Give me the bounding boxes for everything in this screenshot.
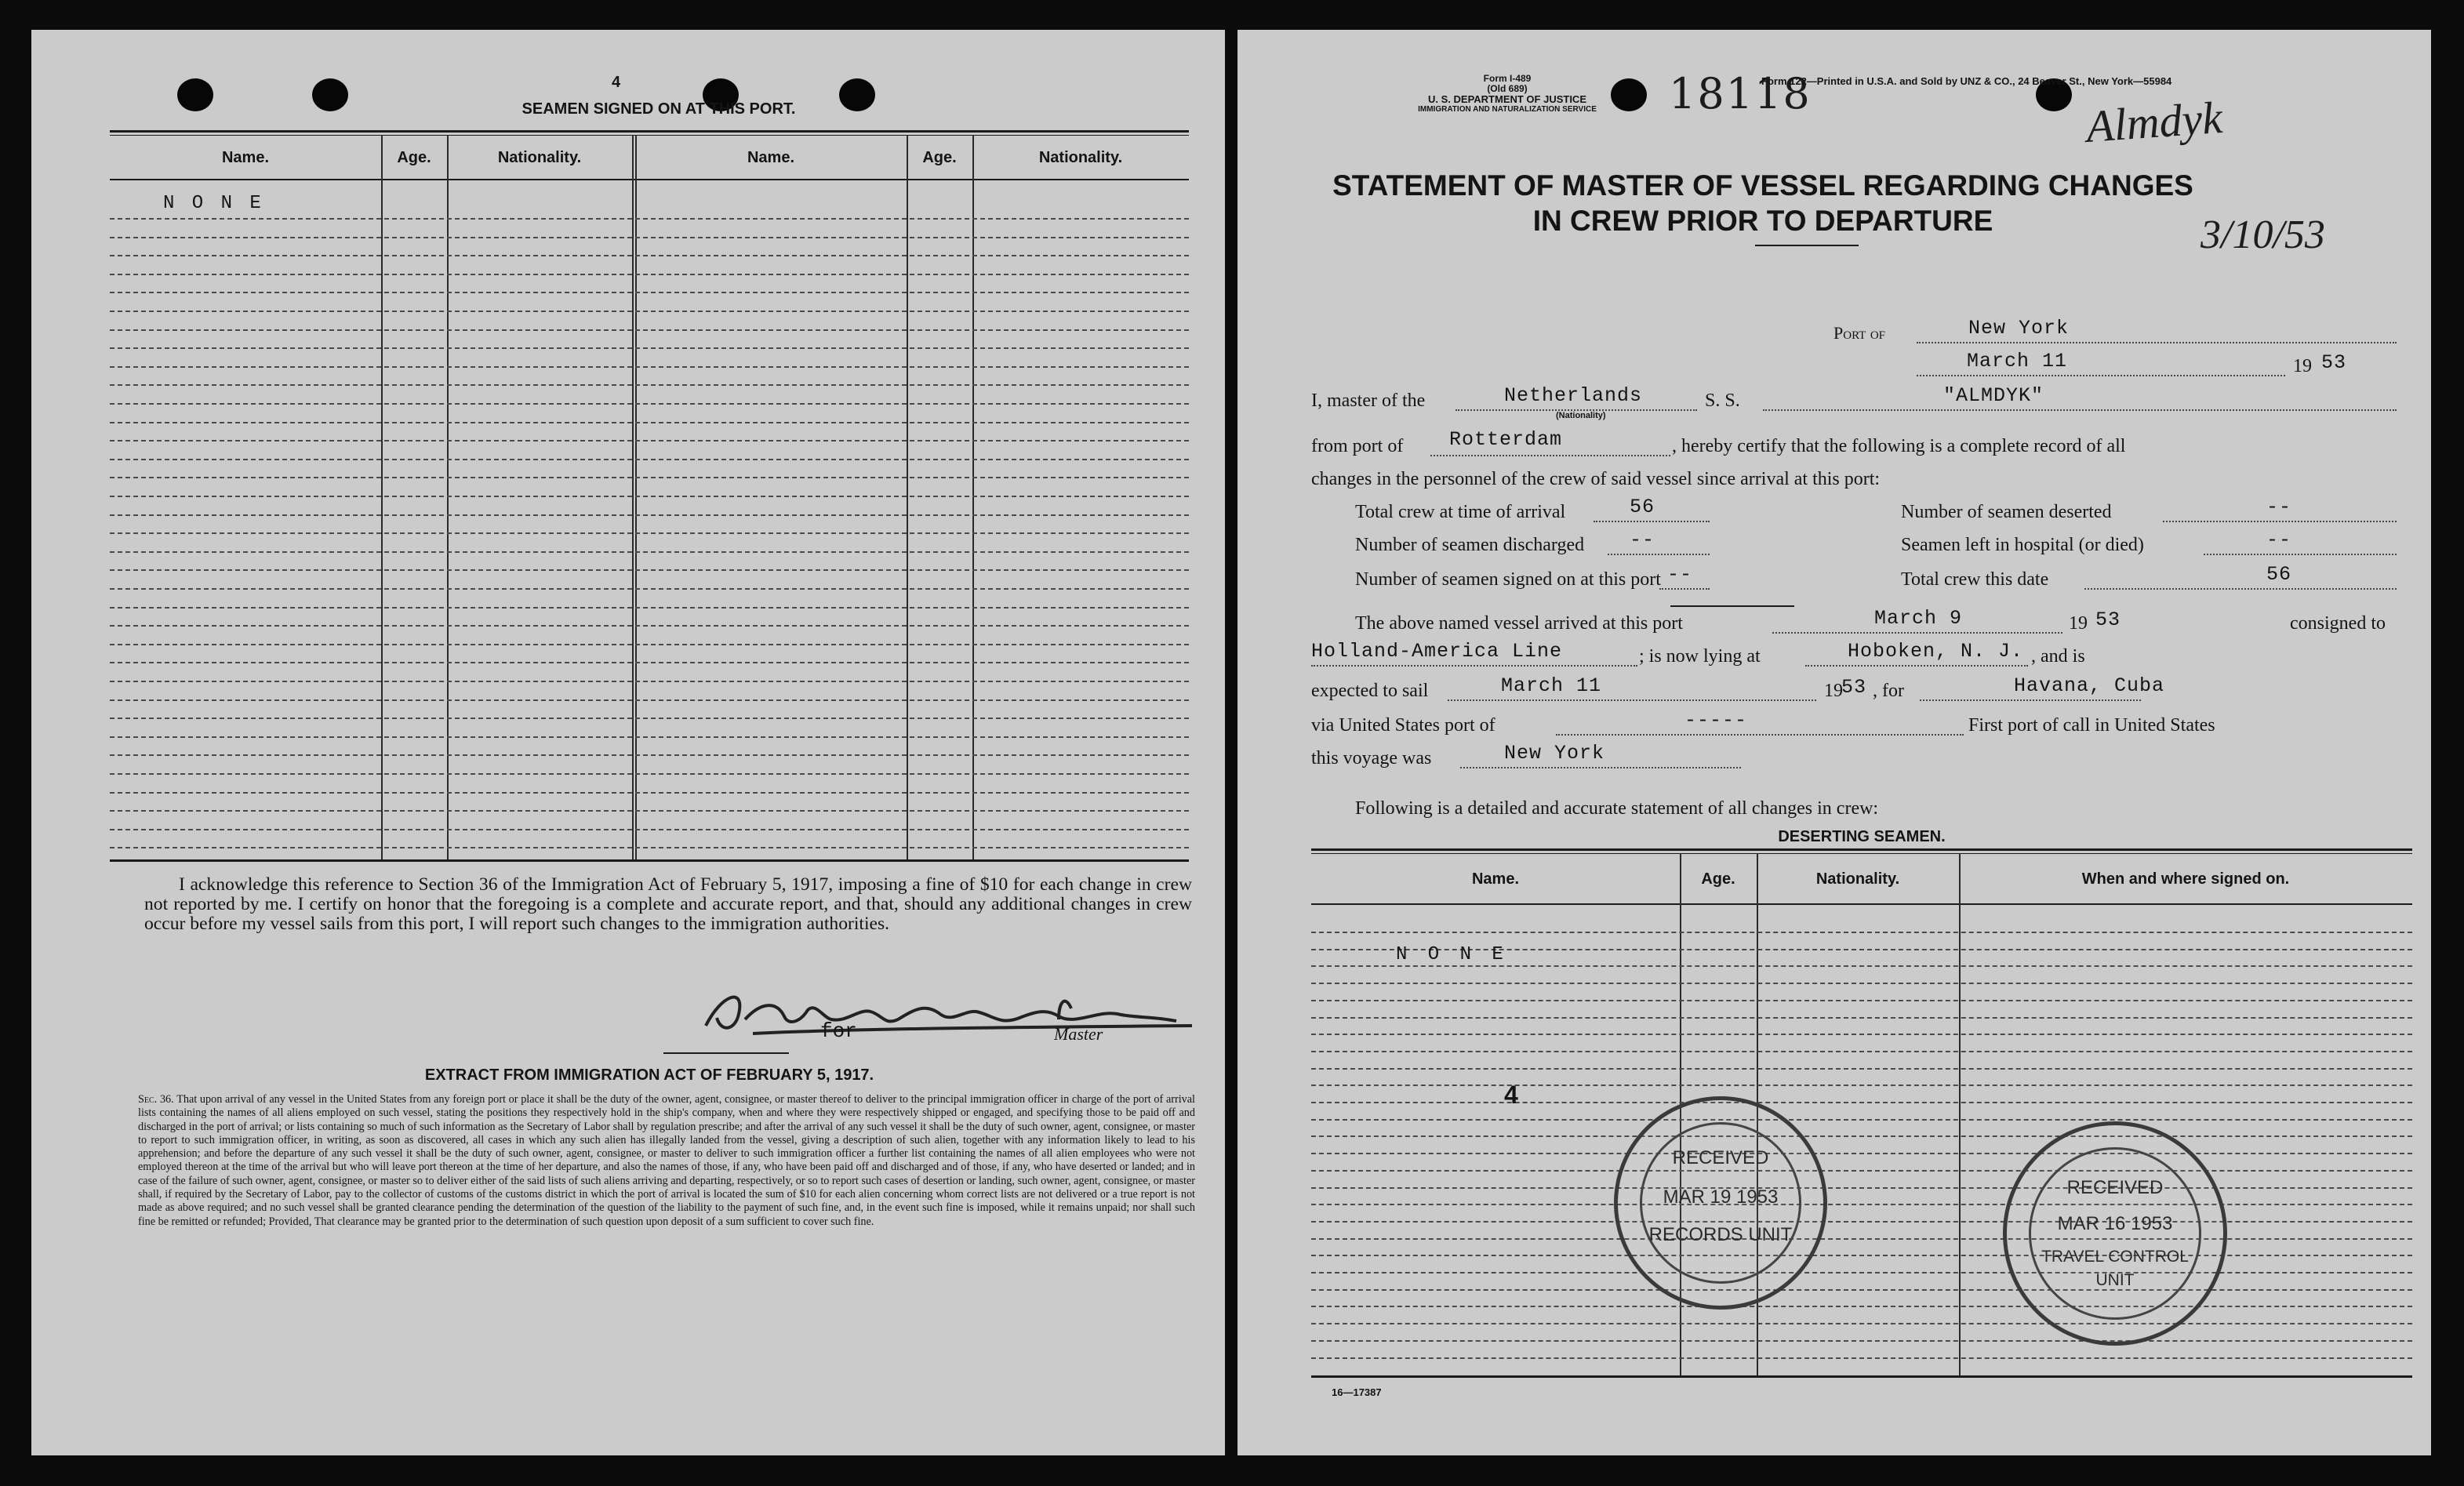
table-row-line <box>1311 1170 2412 1172</box>
sail-year: 53 <box>1841 676 1867 699</box>
consignee-line <box>1311 665 1637 667</box>
arrived-line <box>1772 632 2062 634</box>
stat-line <box>2163 521 2397 522</box>
discharged-value: -- <box>1630 529 1655 551</box>
consigned-label: consigned to <box>2290 613 2386 634</box>
from-port-line <box>1430 455 1670 456</box>
master-signature <box>690 971 1208 1057</box>
vessel-line <box>1763 409 2397 411</box>
for-label: for <box>820 1019 857 1043</box>
table-row-line <box>110 847 1189 848</box>
table-row-line <box>110 829 1189 830</box>
voyage-line <box>1460 767 1741 768</box>
deserting-heading: DESERTING SEAMEN. <box>1778 828 1946 845</box>
sail-year-prefix: 19 <box>1824 681 1843 701</box>
table-row-line <box>110 699 1189 701</box>
punch-hole <box>177 78 213 111</box>
following-text: Following is a detailed and accurate statement of all changes in crew: <box>1355 798 1879 819</box>
table-row-line <box>110 569 1189 571</box>
table-row-line <box>1311 1357 2412 1359</box>
total-crew-arrival-label: Total crew at time of arrival <box>1355 502 1566 522</box>
destination-line <box>1920 699 2141 701</box>
year-prefix: 19 <box>2293 356 2312 376</box>
table-row-line <box>1311 1323 2412 1324</box>
table-row-line <box>110 237 1189 238</box>
table-row-line <box>1311 983 2412 984</box>
lying-value: Hoboken, N. J. <box>1848 640 2024 663</box>
handwritten-number: 18118 <box>1669 69 1812 118</box>
table-header-border <box>110 179 1189 180</box>
date-value: March 11 <box>1967 350 2068 372</box>
stamp-received-text: RECEIVED <box>1672 1147 1769 1168</box>
signed-on-label: Number of seamen signed on at this port <box>1355 569 1661 590</box>
table-row-line <box>110 274 1189 275</box>
table-row-line <box>1311 1340 2412 1342</box>
table-row-line <box>110 459 1189 460</box>
for-label: , for <box>1873 681 1904 701</box>
table-row-line <box>110 366 1189 368</box>
section-label: Sec. 36. <box>138 1093 174 1106</box>
column-divider <box>972 135 974 859</box>
table-row-line <box>1311 1289 2412 1291</box>
table-top-border <box>110 130 1189 133</box>
column-divider <box>907 135 908 859</box>
table-row-line <box>1311 1135 2412 1137</box>
arrived-year: 53 <box>2095 609 2121 631</box>
arrived-year-prefix: 19 <box>2069 613 2088 634</box>
col-header-age: Age. <box>397 149 431 166</box>
from-port-label: from port of <box>1311 436 1404 456</box>
via-value: ----- <box>1684 709 1748 732</box>
punch-hole <box>312 78 348 111</box>
table-row-line <box>110 773 1189 775</box>
table-row-line <box>110 718 1189 719</box>
table-row-line <box>110 496 1189 497</box>
nationality-caption: (Nationality) <box>1556 411 1606 420</box>
table-row-line <box>1311 1272 2412 1273</box>
col-header-name: Name. <box>1471 870 1520 888</box>
table-row-line <box>110 736 1189 738</box>
table-row-line <box>110 311 1189 312</box>
hospital-value: -- <box>2266 529 2292 551</box>
left-page <box>31 30 1225 1455</box>
table-row-line <box>110 403 1189 405</box>
table-row-line <box>110 384 1189 386</box>
stat-line <box>2204 554 2397 555</box>
col-header-name: Name. <box>221 149 270 166</box>
stamp-unit: RECORDS UNIT <box>1648 1224 1793 1245</box>
seamen-signed-heading: SEAMEN SIGNED ON AT THIS PORT. <box>522 100 796 118</box>
table-row-line <box>1311 1187 2412 1189</box>
master-of-label: I, master of the <box>1311 391 1426 411</box>
voyage-label: this voyage was <box>1311 748 1432 768</box>
table-row-line <box>1311 1102 2412 1103</box>
sail-date: March 11 <box>1501 674 1602 697</box>
table-row-line <box>110 810 1189 812</box>
table-row-line <box>1311 1051 2412 1052</box>
form-title <box>1332 168 2194 238</box>
via-label: via United States port of <box>1311 715 1495 736</box>
table-row-line <box>110 347 1189 349</box>
table-row-line <box>110 422 1189 423</box>
col-header-age: Age. <box>922 149 957 166</box>
via-line <box>1556 734 1964 736</box>
total-crew-arrival-value: 56 <box>1630 496 1655 518</box>
table-bottom-border <box>1311 1375 2412 1378</box>
extract-title: EXTRACT FROM IMMIGRATION ACT OF FEBRUARY 5, 1917. <box>424 1066 874 1084</box>
destination-value: Havana, Cuba <box>2014 674 2165 697</box>
table-row-line <box>1311 1068 2412 1070</box>
form-old-number: (Old 689) <box>1487 83 1528 94</box>
stamp-date: MAR 16 1953 <box>2057 1213 2173 1234</box>
table-row-line <box>110 625 1189 627</box>
service: IMMIGRATION AND NATURALIZATION SERVICE <box>1418 105 1597 114</box>
stamp-unit-extra: UNIT <box>2095 1271 2135 1289</box>
port-of-label: Port of <box>1833 323 1886 343</box>
footer-code: 16—17387 <box>1332 1386 1382 1398</box>
vessel-name: "ALMDYK" <box>1943 384 2044 407</box>
department: U. S. DEPARTMENT OF JUSTICE <box>1428 93 1586 105</box>
table-row-line <box>110 532 1189 534</box>
date-line <box>1917 375 2285 376</box>
table-bottom-border <box>110 859 1189 862</box>
deserted-value: -- <box>2266 496 2292 518</box>
table-row-line <box>1311 1153 2412 1154</box>
table-top-border-thin <box>110 135 1189 136</box>
first-port-label: First port of call in United States <box>1968 715 2215 736</box>
table-row-line <box>1311 1255 2412 1256</box>
stat-line <box>1659 588 1710 590</box>
table-row-line <box>110 607 1189 609</box>
from-port-value: Rotterdam <box>1449 428 1563 451</box>
table-row-line <box>110 255 1189 256</box>
ss-label: S. S. <box>1705 391 1740 411</box>
divider <box>1755 245 1859 246</box>
table-row-line <box>1311 1238 2412 1240</box>
and-is-label: , and is <box>2031 646 2085 667</box>
col-header-age: Age. <box>1701 870 1735 888</box>
table-row-line <box>110 440 1189 441</box>
table-row-line <box>1311 1221 2412 1223</box>
column-divider <box>632 135 634 859</box>
hospital-label: Seamen left in hospital (or died) <box>1901 535 2144 555</box>
voyage-value: New York <box>1504 742 1605 765</box>
master-label: Master <box>1054 1024 1103 1044</box>
page-number: 4 <box>612 74 621 91</box>
table-row-line <box>110 588 1189 590</box>
stat-line <box>1608 554 1710 555</box>
form-number-block <box>1413 74 1601 114</box>
stamp-received-text: RECEIVED <box>2066 1177 2164 1198</box>
punch-hole <box>1611 78 1647 111</box>
received-stamp-travel-control <box>2003 1121 2227 1346</box>
table-row-line <box>1311 932 2412 933</box>
table-top-border <box>1311 848 2412 851</box>
table-row-line <box>110 754 1189 756</box>
divider <box>1670 605 1794 607</box>
table-row-line <box>1311 1119 2412 1121</box>
title-line-2: IN CREW PRIOR TO DEPARTURE <box>1532 205 1993 237</box>
table-row-line <box>110 329 1189 331</box>
divider <box>663 1052 789 1054</box>
table-row-line <box>1311 1017 2412 1019</box>
column-divider <box>635 135 637 859</box>
table-row-line <box>1311 1204 2412 1205</box>
consignee-value: Holland-America Line <box>1311 640 1563 663</box>
form-number: Form I-489 <box>1483 73 1532 84</box>
table-row-line <box>110 662 1189 663</box>
table-row-line <box>110 644 1189 645</box>
col-header-name: Name. <box>747 149 795 166</box>
stamp-date: MAR 19 1953 <box>1663 1186 1779 1208</box>
deserted-label: Number of seamen deserted <box>1901 502 2112 522</box>
signed-on-value: -- <box>1667 563 1693 586</box>
table-row-line <box>110 681 1189 682</box>
col-header-nationality: Nationality. <box>1815 870 1900 888</box>
column-divider <box>447 135 449 859</box>
col-header-nationality: Nationality. <box>497 149 582 166</box>
title-line-1: STATEMENT OF MASTER OF VESSEL REGARDING CHANGES <box>1332 169 2193 202</box>
printer-note: Form 122—Printed in U.S.A. and Sold by UNZ & CO., 24 Beaver St., New York—55984 <box>1761 75 2172 87</box>
lying-label: ; is now lying at <box>1639 646 1761 667</box>
table-row-line <box>1311 965 2412 967</box>
arrived-label: The above named vessel arrived at this port <box>1355 613 1683 634</box>
table-row-line <box>1311 1085 2412 1086</box>
handwritten-mark: 4 <box>1504 1081 1518 1109</box>
sail-label: expected to sail <box>1311 681 1429 701</box>
stat-line <box>1594 521 1710 522</box>
stamp-unit: TRAVEL CONTROL <box>2041 1248 2189 1266</box>
lying-line <box>1805 665 2028 667</box>
table-row-line <box>1311 1034 2412 1035</box>
none-entry: N O N E <box>163 193 264 214</box>
acknowledgement-text: I acknowledge this reference to Section 36 of the Immigration Act of February 5, 1917, imposing a fine of $10 for each change in crew not reported by me. I certify on honor that the foregoing is a complete and accurate report, and that, should any additional changes in crew occur before my vessel sails from this port, I will report such changes to the immigration authorities. <box>144 874 1192 934</box>
certify-text: , hereby certify that the following is a complete record of all <box>1672 436 2126 456</box>
right-page <box>1237 30 2431 1455</box>
table-row-line <box>110 792 1189 794</box>
nationality-value: Netherlands <box>1504 384 1643 407</box>
arrived-value: March 9 <box>1874 607 1963 630</box>
port-of-value: New York <box>1968 317 2070 340</box>
table-row-line <box>1311 1000 2412 1001</box>
handwritten-ship-name: Almdyk <box>2084 92 2224 152</box>
discharged-label: Number of seamen discharged <box>1355 535 1585 555</box>
column-divider <box>381 135 383 859</box>
col-header-nationality: Nationality. <box>1038 149 1123 166</box>
table-row-line <box>1311 1306 2412 1307</box>
table-top-border-thin <box>1311 853 2412 854</box>
total-crew-date-value: 56 <box>2266 563 2292 586</box>
port-of-line <box>1917 342 2397 343</box>
table-row-line <box>110 477 1189 478</box>
handwritten-date: 3/10/53 <box>2201 213 2325 257</box>
table-header-border <box>1311 903 2412 905</box>
section-body: That upon arrival of any vessel in the United States from any foreign port or place it shall be the duty of the owner, agent, consignee, or master thereof to deliver to the principal immigration officer in charge of the port of arrival lists containing the names of all aliens employed on such vessel, stating the positions they respectively hold in the ship's company, when and where they were respectively shipped or engaged, and specifying those to be paid off and discharged in the port of arrival; or lists containing so much of such information as the Secretary of Labor shall by regulation prescribe; and after the arrival of any such vessel it shall be the duty of such owner, agent, consignee, or master to report to such immigration officer, in writing, as soon as discovered, all cases in which any such alien has illegally landed from the vessel, giving a description of such alien, together with any information likely to lead to his apprehension; and before the departure of any such vessel it shall be the duty of such owner, agent, consignee, or master to deliver to such immigration officer a further list containing the names of all alien employees who were not employed thereon at the time of the arrival but who will leave port thereon at the time of her departure, and also the names of those, if any, who have been paid off and discharged and of those, if any, who have deserted or landed; and in case of the failure of such owner, agent, consignee, or master so to deliver either of the said lists of such aliens arriving and departing, respectively, or so to report such cases of desertion or landing, such owner, agent, consignee, or master shall, if required by the Secretary of Labor, pay to the collector of customs of the customs district in which the port of arrival is located the sum of $10 for each alien concerning whom correct lists are not delivered or a true report is not made as above required; and no such vessel shall be granted clearance pending the determination of the question of the liability to the payment of such fine, and, in the event such fine is imposed, while it remains unpaid; nor shall such fine be remitted or refunded; Provided, That clearance may be granted prior to the determination of such question upon deposit of a sum sufficient to cover such fine. <box>138 1093 1195 1228</box>
table-row-line <box>110 292 1189 293</box>
table-row-line <box>110 514 1189 516</box>
none-entry: N O N E <box>1396 944 1508 965</box>
year-value: 53 <box>2321 351 2347 374</box>
table-row-line <box>110 551 1189 553</box>
section-36-text <box>138 1093 1195 1229</box>
table-row-line <box>110 218 1189 220</box>
col-header-when-where: When and where signed on. <box>2081 870 2290 888</box>
changes-text: changes in the personnel of the crew of said vessel since arrival at this port: <box>1311 469 1881 489</box>
total-crew-date-label: Total crew this date <box>1901 569 2049 590</box>
received-stamp-records-unit <box>1614 1096 1827 1310</box>
stat-line <box>2084 588 2397 590</box>
sail-line <box>1448 699 1816 701</box>
